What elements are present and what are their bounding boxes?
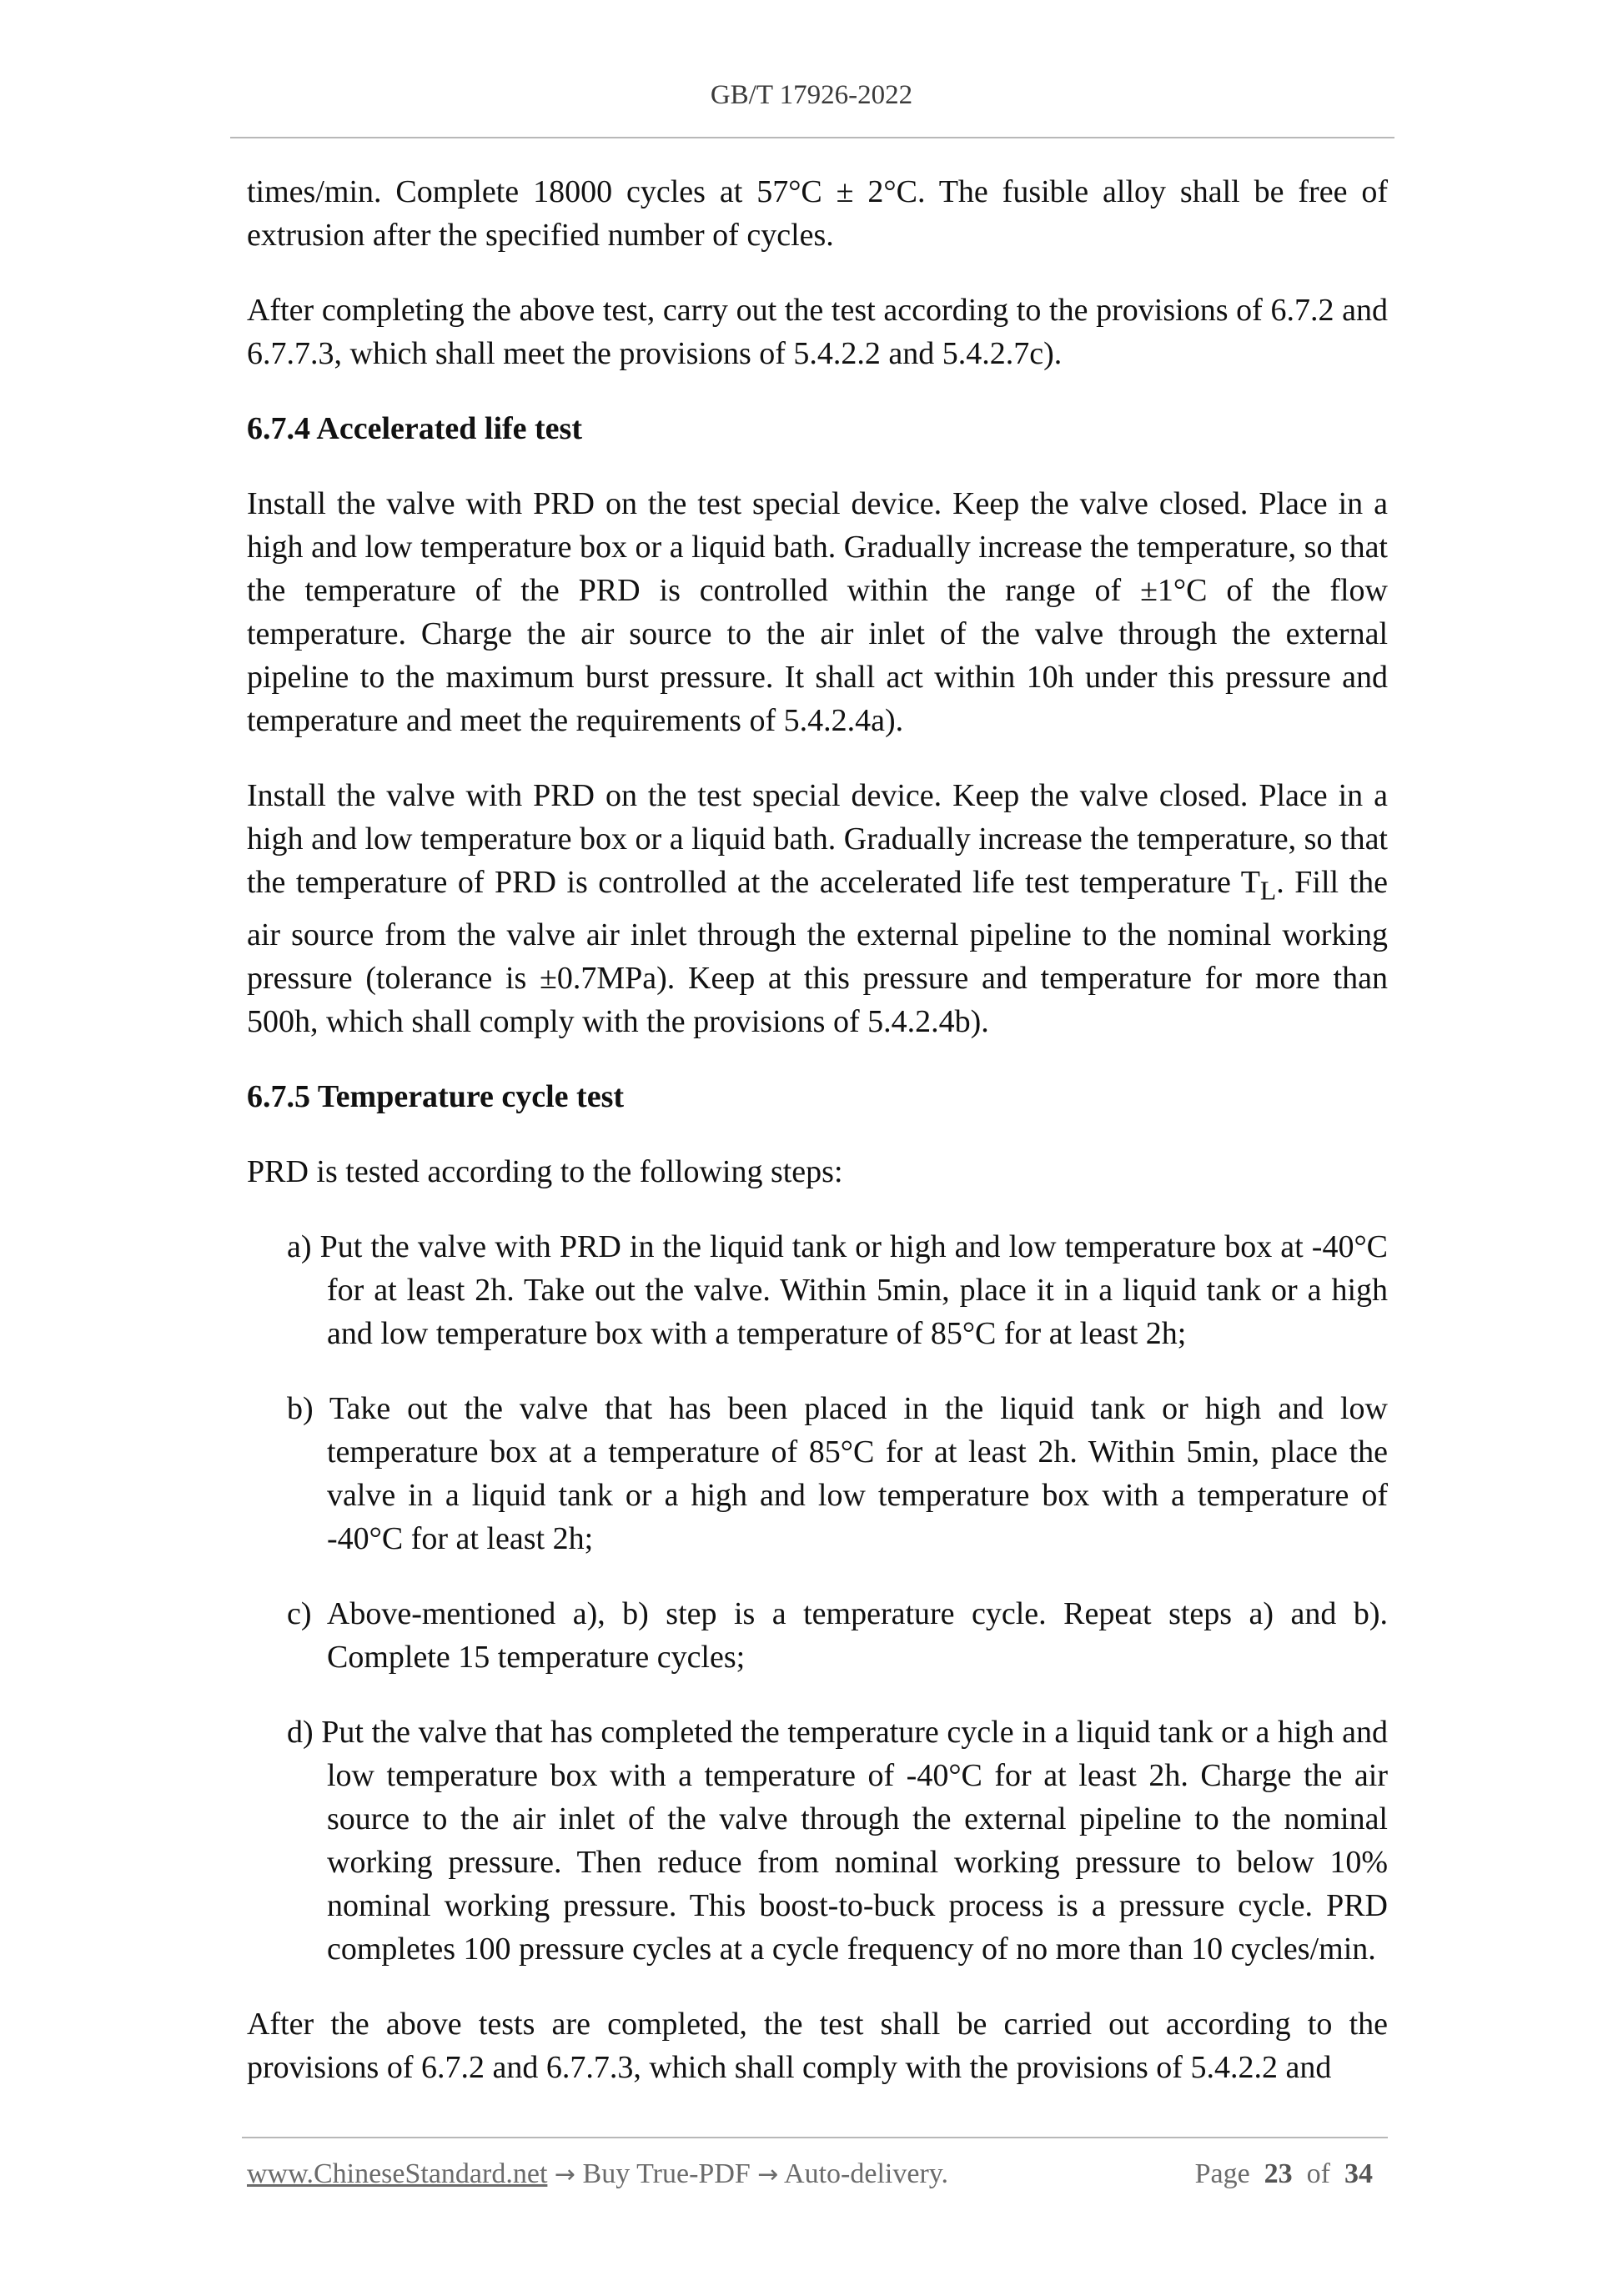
footer-links	[247, 2158, 948, 2190]
buy-true-pdf-text: Buy True-PDF	[582, 2158, 751, 2189]
step-b: b) Take out the valve that has been placed in the liquid tank or high and low temperature box at a temperature of 85°C for at least 2h. Within 5min, place the valve in a liquid tank or a high and low temperature box with a temperature of -40°C for at least 2h;	[287, 1390, 1388, 1556]
arrow-right-icon: →	[757, 2160, 779, 2189]
step-d: d) Put the valve that has completed the temperature cycle in a liquid tank or a high and low temperature box with a temperature of -40°C for at least 2h. Charge the air source to the air inlet of the valve through the external pipeline to the nominal working pressure. Then reduce from nominal working pressure to below 10% nominal working pressure. This boost-to-buck process is a pressure cycle. PRD completes 100 pressure cycles at a cycle frequency of no more than 10 cycles/min.	[287, 1714, 1388, 1967]
paragraph-cycles-continuation: times/min. Complete 18000 cycles at 57°C ± 2°C. The fusible alloy shall be free of extrusion after the specified number of cycles.	[247, 174, 1388, 253]
page-indicator	[1195, 2158, 1373, 2190]
step-c: c) Above-mentioned a), b) step is a temperature cycle. Repeat steps a) and b). Complete 15 temperature cycles;	[287, 1595, 1388, 1675]
section-heading-accelerated-life-test: 6.7.4 Accelerated life test	[247, 411, 582, 446]
paragraph-steps-intro: PRD is tested according to the following steps:	[247, 1153, 843, 1189]
paragraph-text: Install the valve with PRD on the test special device. Keep the valve closed. Place in a high and low temperature box or a liquid bath. Gradually increase the temperature, so that the temperature of PRD is controlled at the accelerated life test temperature T	[247, 778, 1388, 900]
step-a: a) Put the valve with PRD in the liquid tank or high and low temperature box at -40°C for at least 2h. Take out the valve. Within 5min, place it in a liquid tank or a high and low temperature box with a temperature of 85°C for at least 2h;	[287, 1228, 1388, 1351]
paragraph-after-tests: After the above tests are completed, the test shall be carried out according to the provisions of 6.7.2 and 6.7.7.3, which shall comply with the provisions of 5.4.2.2 and	[247, 2006, 1388, 2085]
page-footer	[247, 2158, 1388, 2200]
page-body	[247, 170, 1388, 2121]
paragraph-text: . Fill the air source from the valve air inlet through the external pipeline to the nominal working pressure (tolerance is ±0.7MPa). Keep at this pressure and temperature for more than 500h, which shall comply with the provisions of 5.4.2.4b).	[247, 865, 1388, 1039]
footer-divider	[242, 2137, 1388, 2138]
total-pages-number: 34	[1344, 2158, 1373, 2189]
of-label: of	[1306, 2158, 1330, 2189]
arrow-right-icon: →	[554, 2160, 576, 2189]
auto-delivery-text: Auto-delivery.	[784, 2158, 949, 2189]
page-label: Page	[1194, 2158, 1250, 2189]
subscript-l: L	[1259, 876, 1277, 906]
site-link[interactable]: www.ChineseStandard.net	[247, 2158, 548, 2189]
step-list	[247, 1225, 1388, 1971]
paragraph-after-test: After completing the above test, carry out the test according to the provisions of 6.7.2 and 6.7.7.3, which shall meet the provisions of 5.4.2.2 and 5.4.2.7c).	[247, 293, 1388, 371]
current-page-number: 23	[1264, 2158, 1293, 2189]
paragraph-accelerated-nominal	[247, 774, 1388, 1043]
document-header: GB/T 17926-2022	[710, 80, 913, 110]
paragraph-accelerated-burst: Install the valve with PRD on the test special device. Keep the valve closed. Place in a high and low temperature box or a liquid bath. Gradually increase the temperature, so that the temperature of the PRD is controlled within the range of ±1°C of the flow temperature. Charge the air source to the air inlet of the valve through the external pipeline to the maximum burst pressure. It shall act within 10h under this pressure and temperature and meet the requirements of 5.4.2.4a).	[247, 486, 1388, 738]
section-heading-temperature-cycle-test: 6.7.5 Temperature cycle test	[247, 1078, 625, 1114]
header-divider	[230, 137, 1394, 138]
